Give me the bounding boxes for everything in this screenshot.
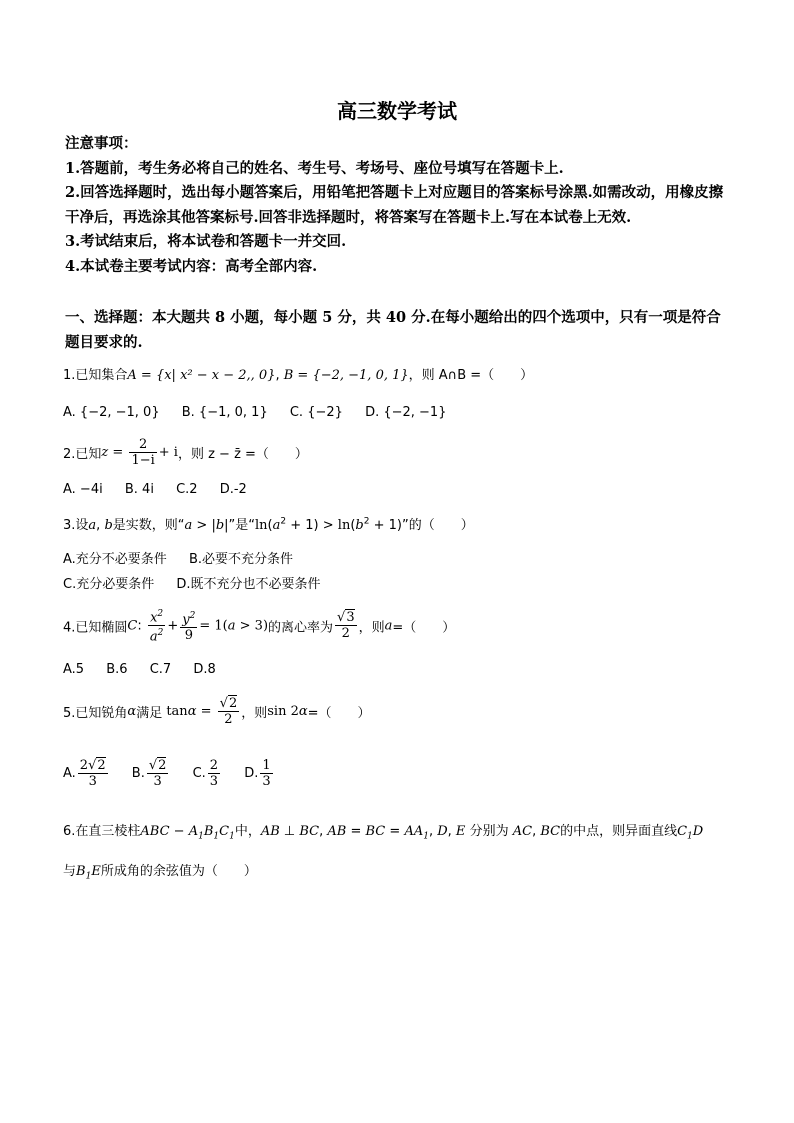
q5-ask: ，则 <box>241 706 268 721</box>
q4-ecc: 的离心率为 <box>268 620 334 636</box>
q2-prefix: 2.已知 <box>63 447 102 462</box>
q1-ask: ，则 A∩B =（ ） <box>408 368 534 383</box>
question-2: 2.已知z = $\frac{2}{1-i}$ + i，则 z − z̄ =（ ） <box>63 437 308 468</box>
page-title: 高三数学考试 <box>337 99 457 123</box>
q1-options <box>63 405 743 420</box>
q5-options: A. $\frac{2√2}{3}$ B. $\frac{√2}{3}$ C. $\frac{2}{3}$ D. $\frac{1}{3}$ <box>63 758 271 789</box>
q3-end: ”的（ ） <box>401 518 474 533</box>
q5-option-b: B. <box>131 766 145 781</box>
note-item-2: 2.回答选择题时，选出每小题答案后，用铅笔把答题卡上对应题目的答案标号涂黑.如需改动，用橡皮擦干净后，再选涂其他答案标号.回答非选择题时，将答案写在答题卡上.写在本试卷上无效. <box>65 184 724 226</box>
q2-option-c: C.2 <box>176 482 198 497</box>
q3-option-b: B.必要不充分条件 <box>188 552 294 567</box>
q4-option-d: D.8 <box>193 662 216 677</box>
q3-option-a: A.充分不必要条件 <box>63 552 167 567</box>
q5-option-a: A. <box>63 766 76 781</box>
q1-option-a: A. {−2, −1, 0} <box>63 405 160 420</box>
q1-prefix: 1.已知集合 <box>63 368 128 383</box>
q5-prefix: 5.已知锐角 <box>63 706 128 721</box>
q6-text-e: 与 <box>63 864 77 879</box>
question-5: 5.已知锐角α满足 tanα = $\frac{√2}{2}$ ，则sin 2α=（ ） <box>63 696 371 727</box>
q3-mid: 是实数，则“ <box>112 518 185 533</box>
section-heading: 一、选择题：本大题共 8 小题，每小题 5 分，共 40 分.在每小题给出的四个选项中，只有一项是符合题目要求的. <box>65 309 721 351</box>
q4-option-b: B.6 <box>106 662 128 677</box>
q4-end: =（ ） <box>392 620 456 636</box>
q1-option-c: C. {−2} <box>289 405 343 420</box>
q6-text-b: 中， <box>234 824 261 839</box>
q2-option-b: B. 4i <box>124 482 154 497</box>
q4-options <box>63 662 743 677</box>
q2-option-a: A. −4i <box>63 482 103 497</box>
q6-text-f: 所成角的余弦值为（ ） <box>100 864 257 879</box>
question-6-line-2: 与$B_1E$所成角的余弦值为（ ） <box>63 864 257 882</box>
question-1: 1.已知集合A = {x| x² − x − 2,, 0}, B = {−2, −1, 0, 1}，则 A∩B =（ ） <box>63 368 534 383</box>
q6-text-d: 的中点，则异面直线 <box>560 824 678 839</box>
q6-text-c: 分别为 <box>469 824 509 839</box>
q4-ask: ，则 <box>358 620 385 636</box>
question-4: 4.已知椭圆C: $\frac{x^2}{a^2}$ + $\frac{y^2}{9}$ = 1(a > 3)的离心率为 $\frac{√3}{2}$ ，则a=（ ） <box>63 609 456 645</box>
note-item-4: 4.本试卷主要考试内容：高考全部内容. <box>65 257 318 275</box>
q1-set-b: B = {−2, −1, 0, 1} <box>283 368 409 383</box>
q4-option-a: A.5 <box>63 662 85 677</box>
q1-set-a: A = {x| x² − x − 2,, 0} <box>127 368 276 383</box>
q4-option-c: C.7 <box>149 662 172 677</box>
q3-options-row2 <box>63 573 743 592</box>
q1-option-b: B. {−1, 0, 1} <box>181 405 268 420</box>
q6-text-a: 6.在直三棱柱 <box>63 824 141 839</box>
q1-option-d: D. {−2, −1} <box>365 405 447 420</box>
q2-options <box>63 482 743 497</box>
q3-start: 3.设 <box>63 518 89 533</box>
q3-options-row1 <box>63 548 743 567</box>
q3-option-c: C.充分必要条件 <box>63 577 155 592</box>
question-6-line-1: 6.在直三棱柱ABC − $A_1B_1C_1$中，AB ⊥ BC, AB = BC = $AA_1$, D, E 分别为 AC, BC的中点，则异面直线$C_1D$ <box>63 824 704 842</box>
q2-ask: ，则 z − z̄ =（ ） <box>177 447 308 462</box>
note-item-1: 1.答题前，考生务必将自己的姓名、考生号、考场号、座位号填写在答题卡上. <box>65 159 564 177</box>
q5-cond: 满足 <box>136 706 163 721</box>
q4-prefix: 4.已知椭圆 <box>63 620 128 636</box>
q3-option-d: D.既不充分也不必要条件 <box>176 577 321 592</box>
q2-option-d: D.-2 <box>219 482 247 497</box>
q5-end: =（ ） <box>307 706 371 721</box>
q2-fraction: $\frac{2}{1-i}$ <box>131 437 155 468</box>
notes-block <box>65 132 733 279</box>
note-item-3: 3.考试结束后，将本试卷和答题卡一并交回. <box>65 233 347 250</box>
q5-option-c: C. <box>192 766 206 781</box>
notes-heading: 注意事项： <box>65 135 138 152</box>
q5-option-d: D. <box>244 766 259 781</box>
question-3: 3.设a, b是实数，则“a > |b|”是“$\ln(a^2 + 1) > \ln(b^2 + 1)$”的（ ） <box>63 516 474 533</box>
